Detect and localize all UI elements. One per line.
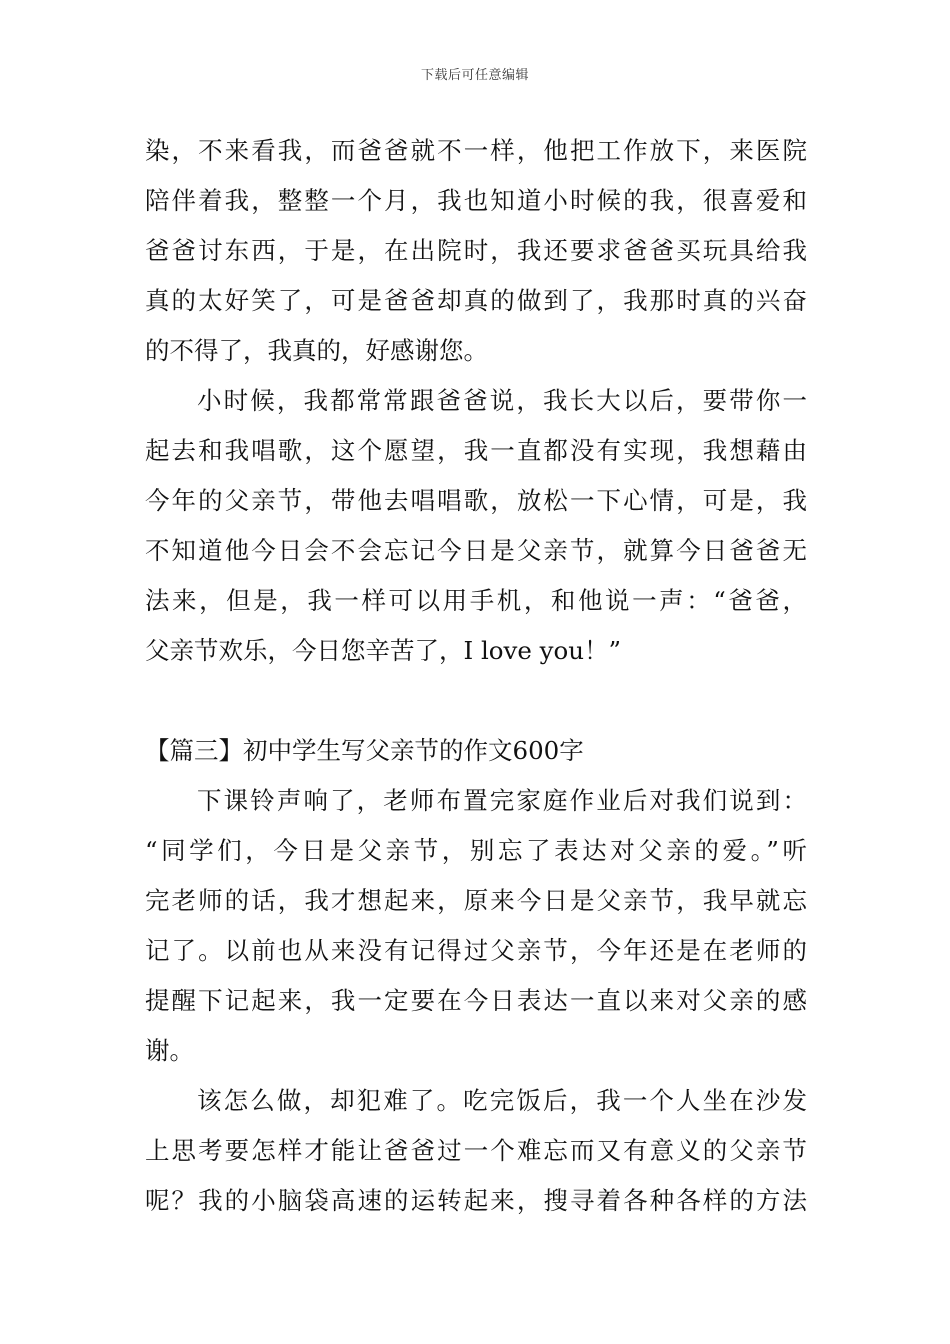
- paragraph-4: [145, 1076, 807, 1226]
- document-body: [145, 126, 807, 1226]
- text-line: 今年的父亲节，带他去唱唱歌，放松一下心情，可是，我: [145, 486, 807, 515]
- text-line: 真的太好笑了，可是爸爸却真的做到了，我那时真的兴奋: [145, 286, 807, 315]
- text-line: 起去和我唱歌，这个愿望，我一直都没有实现，我想藉由: [145, 436, 807, 465]
- page-header: 下载后可任意编辑: [420, 68, 529, 83]
- text-line: “同学们，今日是父亲节，别忘了表达对父亲的爱。”听: [145, 836, 807, 865]
- text-line: 该怎么做，却犯难了。吃完饭后，我一个人坐在沙发: [197, 1086, 807, 1115]
- text-line: 不知道他今日会不会忘记今日是父亲节，就算今日爸爸无: [145, 536, 807, 565]
- text-line: 法来，但是，我一样可以用手机，和他说一声：“爸爸，: [145, 586, 807, 615]
- text-line: 上思考要怎样才能让爸爸过一个难忘而又有意义的父亲节: [145, 1136, 807, 1165]
- paragraph-2: [145, 376, 807, 676]
- text-line: 提醒下记起来，我一定要在今日表达一直以来对父亲的感: [145, 986, 807, 1015]
- text-line: 陪伴着我，整整一个月，我也知道小时候的我，很喜爱和: [145, 186, 807, 215]
- text-line: 谢。: [145, 1036, 194, 1065]
- paragraph-3: [145, 776, 807, 1076]
- text-line: 记了。以前也从来没有记得过父亲节，今年还是在老师的: [145, 936, 807, 965]
- section-title: 【篇三】初中学生写父亲节的作文600字: [145, 736, 584, 765]
- blank-line: [145, 676, 807, 726]
- text-line: 下课铃声响了，老师布置完家庭作业后对我们说到：: [197, 786, 807, 815]
- text-line: 父亲节欢乐，今日您辛苦了，I love you！”: [145, 636, 622, 665]
- text-line: 的不得了，我真的，好感谢您。: [145, 336, 488, 365]
- text-line: 呢？我的小脑袋高速的运转起来，搜寻着各种各样的方法: [145, 1186, 807, 1215]
- paragraph-1: [145, 126, 807, 376]
- text-line: 小时候，我都常常跟爸爸说，我长大以后，要带你一: [197, 386, 807, 415]
- text-line: 爸爸讨东西，于是，在出院时，我还要求爸爸买玩具给我: [145, 236, 807, 265]
- text-line: 染，不来看我，而爸爸就不一样，他把工作放下，来医院: [145, 136, 807, 165]
- text-line: 完老师的话，我才想起来，原来今日是父亲节，我早就忘: [145, 886, 807, 915]
